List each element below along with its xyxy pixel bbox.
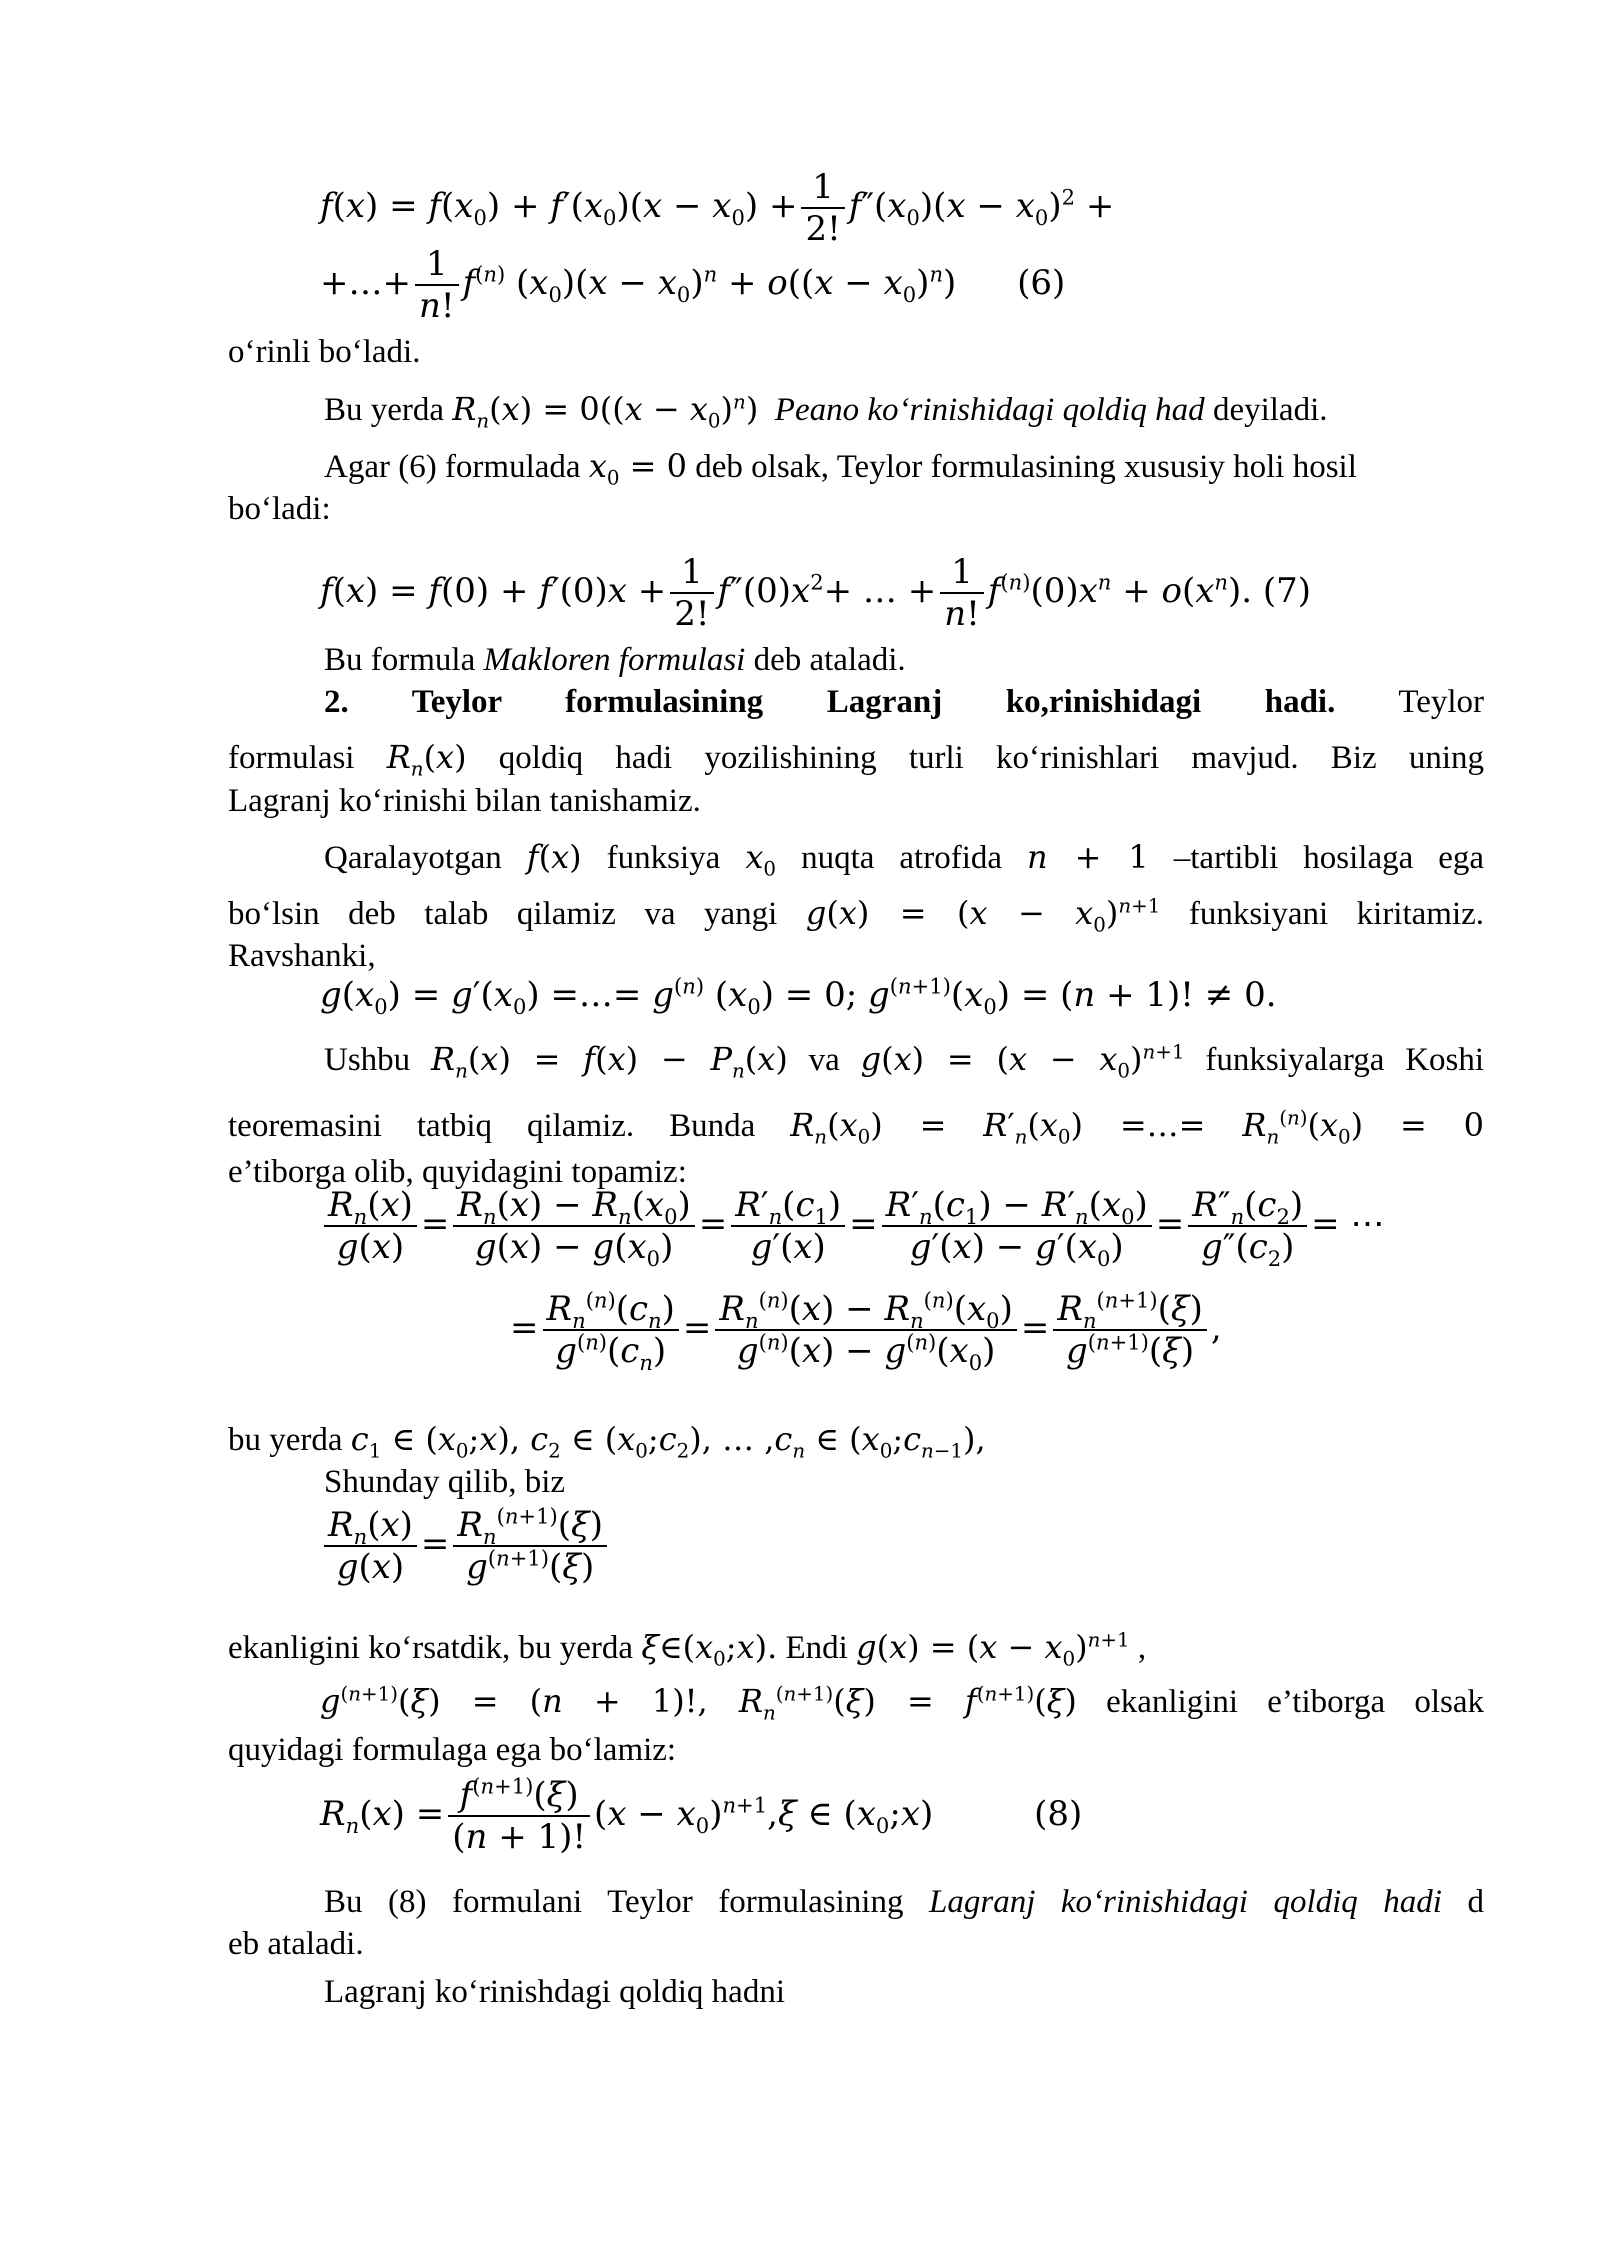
formula-n-plus-1: n + 1 — [1027, 838, 1149, 876]
text-p10b: Endi — [785, 1630, 848, 1666]
text-p10a: ekanligini ko‘rsatdik, bu yerda — [228, 1630, 634, 1666]
paragraph-5-line3 — [228, 779, 701, 823]
equation-number-8: (8) — [1034, 1794, 1083, 1834]
formula-c-intervals: $c_1$ ∈ $(x_0;x)$, $c_2$ ∈ $(x_0;c_2)$, … $,c_n$ ∈ $(x_0;c_{n-1})$, — [350, 1420, 986, 1463]
paragraph-4 — [324, 638, 906, 682]
text-p11b: quyidagi formulaga ega bo‘lamiz: — [228, 1732, 677, 1768]
formula-rn: $R_n(x)$ — [386, 738, 467, 781]
paragraph-7-line1 — [228, 1038, 1484, 1082]
formula-rn-def: $R_n(x) = f(x) - P_n(x)$ — [431, 1040, 788, 1083]
equation-number-6: (6) — [1017, 263, 1066, 303]
text-p10c: , — [1137, 1630, 1147, 1666]
text-p5b: formulasi — [228, 740, 355, 776]
formula-taylor-line1: $f(x) = f(x_0) + f'(x_0)(x - x_0)$ + $\frac{1}{2!}$ $f''(x_0)(x - x_0)^2$ + — [320, 167, 1115, 249]
formula-ratio-result: $\frac{R_n(x)}{g(x)}$ = $\frac{R_n^{(n+1)}(\xi)}{g^{(n+1)}(\xi)}$ — [320, 1508, 611, 1584]
formula-gx-def: $g(x) = (x - x_0)^{n+1}$ — [805, 894, 1161, 937]
paragraph-2 — [324, 388, 1328, 432]
text-p7b: va — [808, 1042, 840, 1078]
equation-number-7: (7) — [1262, 571, 1312, 611]
formula-lagrange-remainder: $R_n(x)$ = $\frac{f^{(n+1)}(\xi)}{(n + 1)!}$ $(x - x_0)^{n+1},\xi$ ∈ $(x_0;x)$ (8) — [320, 1773, 1083, 1857]
text-p13: Lagranj ko‘rinishdagi qoldiq hadni — [324, 1974, 785, 2010]
formula-x0: $x_0$ — [745, 838, 777, 881]
formula-x0-zero: $x_0 = 0$ — [588, 447, 687, 490]
paragraph-7-line2 — [228, 1104, 1484, 1148]
text-p11a: ekanligini e’tiborga olsak — [1106, 1684, 1485, 1720]
text-p4a: Bu formula — [324, 642, 476, 678]
text-p6c: nuqta atrofida — [801, 840, 1003, 876]
paragraph-12-line2 — [228, 1922, 364, 1966]
section-heading-lagrange: 2. Teylor formulasining Lagranj ko,rinishidagi hadi. — [324, 684, 1336, 720]
formula-cauchy-chain-line1: $\frac{R_n(x)}{g(x)}$ = $\frac{R_n(x) - R_n(x_0)}{g(x) - g(x_0)}$ = $\frac{R'_n(c_1)}{g'(x)}$ = $\frac{R'_n(c_1) - R'_n(x_0)}{g'(x) - g'(x_0)}$ = $\frac{R''_n(c_2)}{g''(c_2)}$ = ⋯ — [320, 1188, 1384, 1264]
formula-g-rn-derivative: $g^{(n+1)}(\xi) = (n + 1)$!, $R_n^{(n+1)}(\xi) = f^{(n+1)}(\xi)$ — [320, 1682, 1077, 1725]
text-p1: o‘rinli bo‘ladi. — [228, 334, 421, 370]
text-p7c: funksiyalarga Koshi — [1205, 1042, 1485, 1078]
paragraph-6-line3 — [228, 934, 376, 978]
paragraph-6-line2 — [228, 892, 1484, 936]
text-p2a: Bu yerda — [324, 392, 445, 428]
paragraph-12-line1 — [228, 1880, 1484, 1924]
formula-gx-def-2: $g(x) = (x - x_0)^{n+1}$ — [860, 1040, 1185, 1083]
paragraph-11-line2 — [228, 1728, 676, 1772]
formula-peano-remainder: $R_n(x) = 0((x - x_0)^n)$ — [452, 390, 759, 433]
text-p6a: Qaralayotgan — [324, 840, 502, 876]
text-p9: Shunday qilib, biz — [324, 1464, 566, 1500]
paragraph-5-line2 — [228, 736, 1484, 780]
text-p12b: d — [1467, 1884, 1485, 1920]
paragraph-1 — [228, 330, 420, 374]
paragraph-13 — [324, 1970, 785, 2014]
text-p12c: eb ataladi. — [228, 1926, 364, 1962]
formula-g-derivatives: $g(x_0) = g'(x_0)$ =…= $g^{(n)}$ $(x_0) = 0$; $g^{(n+1)}(x_0) = (n + 1)$! ≠ 0. — [320, 973, 1277, 1019]
text-p7d: teoremasini tatbiq qilamiz. Bunda — [228, 1108, 756, 1144]
paragraph-3 — [324, 445, 1357, 489]
text-p3a: Agar (6) formulada — [324, 449, 581, 485]
paragraph-6-line1 — [228, 836, 1484, 880]
text-p6f: funksiyani kiritamiz. — [1188, 896, 1485, 932]
text-p3c: bo‘ladi: — [228, 491, 331, 527]
text-p7a: Ushbu — [324, 1042, 411, 1078]
text-p6b: funksiya — [606, 840, 721, 876]
text-p6e: bo‘lsin deb talab qilamiz va yangi — [228, 896, 778, 932]
paragraph-3-cont — [228, 487, 331, 531]
text-p6g: Ravshanki, — [228, 938, 376, 974]
term-lagrange-remainder: Lagranj ko‘rinishidagi qoldiq hadi — [929, 1884, 1442, 1920]
paragraph-5-line1 — [228, 680, 1484, 724]
formula-fx: f(x) — [526, 838, 582, 876]
text-p7e: e’tiborga olib, quyidagini topamiz: — [228, 1154, 687, 1190]
text-p4b: deb ataladi. — [753, 642, 906, 678]
text-p12a: Bu (8) formulani Teylor formulasining — [324, 1884, 904, 1920]
formula-cauchy-chain-line2: = $\frac{R_n^{(n)}(c_n)}{g^{(n)}(c_n)}$ = $\frac{R_n^{(n)}(x) - R_n^{(n)}(x_0)}{g^{(n)}(x) - g^{(n)}(x_0)}$ = $\frac{R_n^{(n+1)}(\xi)}{g^{(n+1)}(\xi)}$ , — [510, 1287, 1222, 1375]
formula-taylor-line2: +…+ $\frac{1}{n!}$ $f^{(n)}$ $(x_0)(x - x_0)^n + o((x - x_0)^n)$ (6) — [320, 244, 1066, 326]
text-p6d: –tartibli hosilaga ega — [1173, 840, 1485, 876]
paragraph-10 — [228, 1626, 1146, 1670]
text-p3b: deb olsak, Teylor formulasining xususiy holi hosil — [695, 449, 1357, 485]
formula-rn-zero: $R_n(x_0) = R'_n(x_0)$ =…= $R_n^{(n)}(x_0) = 0$ — [790, 1106, 1485, 1149]
formula-xi-interval: $\xi\in(x_0;x)$. — [641, 1628, 778, 1671]
text-p5c: qoldiq hadi yozilishining turli ko‘rinishlari mavjud. Biz uning — [498, 740, 1485, 776]
term-peano-remainder: Peano ko‘rinishidagi qoldiq had — [774, 392, 1205, 428]
paragraph-9 — [324, 1460, 565, 1504]
paragraph-8 — [228, 1418, 986, 1462]
text-p5a: Teylor — [1398, 684, 1485, 720]
text-p8: bu yerda — [228, 1422, 343, 1458]
term-maclaurin-formula: Makloren formulasi — [483, 642, 746, 678]
text-p5d: Lagranj ko‘rinishi bilan tanishamiz. — [228, 783, 701, 819]
formula-maclaurin: f(x) = f(0) + f′(0)x + $\frac{1}{2!}$ $f''(0)x^2+$ … + $\frac{1}{n!}$ $f^{(n)}(0)x^n + o(x^n)$. (7) — [320, 552, 1312, 634]
formula-gx-def-3: $g(x) = (x - x_0)^{n+1}$ — [856, 1628, 1130, 1671]
text-p2b: deyiladi. — [1212, 392, 1328, 428]
paragraph-11-line1 — [320, 1680, 1484, 1724]
